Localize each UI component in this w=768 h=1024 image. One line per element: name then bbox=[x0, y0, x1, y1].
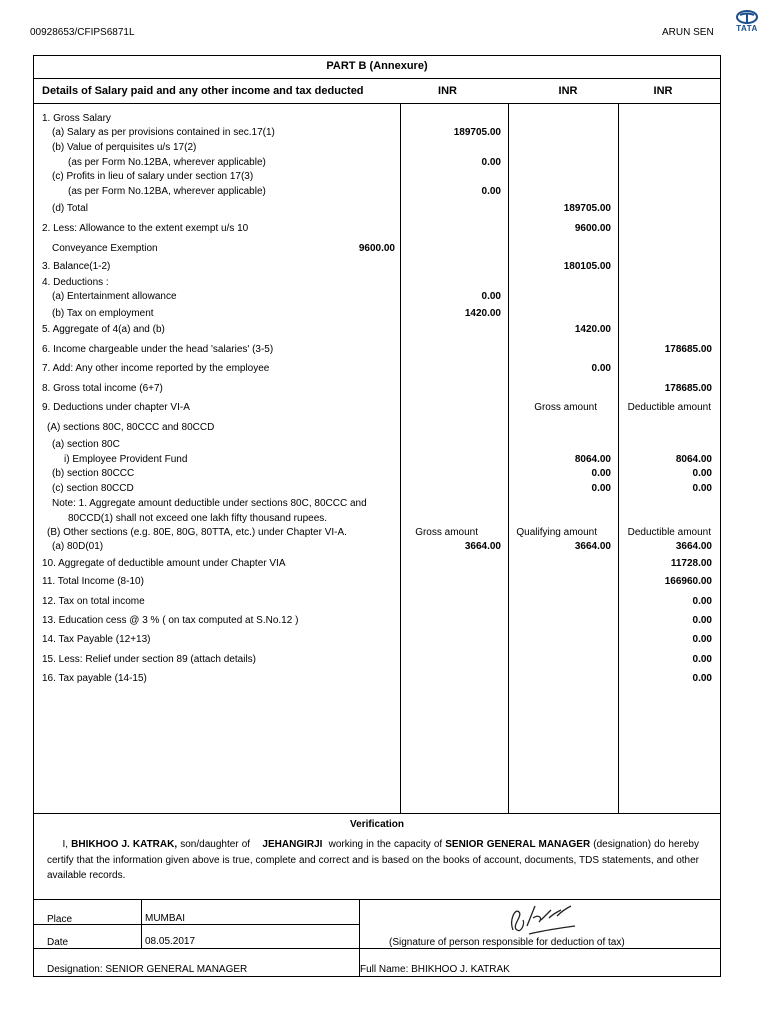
row-label: (as per Form No.12BA, wherever applicable) bbox=[68, 157, 266, 168]
row-amount: 9600.00 bbox=[574, 223, 611, 234]
row-amount: 0.00 bbox=[692, 468, 712, 479]
row-label: 80CCD(1) shall not exceed one lakh fifty thousand rupees. bbox=[68, 513, 328, 524]
row-label: Conveyance Exemption bbox=[52, 243, 158, 254]
verif-capacity: working in the capacity of bbox=[328, 839, 443, 850]
row-amount: 0.00 bbox=[692, 634, 712, 645]
row-amount: 180105.00 bbox=[563, 261, 611, 272]
part-title: PART B (Annexure) bbox=[326, 60, 428, 72]
fullname-line: Full Name: BHIKHOO J. KATRAK bbox=[360, 964, 510, 975]
row-label: (b) section 80CCC bbox=[52, 468, 135, 479]
row-amount: 1420.00 bbox=[574, 324, 611, 335]
row-label: (d) Total bbox=[52, 203, 88, 214]
signature-caption: (Signature of person responsible for deduction of tax) bbox=[389, 937, 625, 948]
row-amount: 0.00 bbox=[591, 483, 611, 494]
verif-i: I, bbox=[62, 839, 69, 850]
tata-logo-icon bbox=[733, 10, 761, 24]
row-column-caption: Deductible amount bbox=[627, 527, 711, 538]
row-label: (a) Entertainment allowance bbox=[52, 291, 177, 302]
column-header-inr-2: INR bbox=[558, 85, 578, 97]
row-amount: 0.00 bbox=[692, 596, 712, 607]
row-amount: 3664.00 bbox=[574, 541, 611, 552]
row-label: 16. Tax payable (14-15) bbox=[42, 673, 147, 684]
row-label: (a) section 80C bbox=[52, 439, 120, 450]
row-label: (a) 80D(01) bbox=[52, 541, 104, 552]
row-amount: 0.00 bbox=[591, 363, 611, 374]
verif-name: BHIKHOO J. KATRAK, bbox=[71, 839, 178, 850]
row-amount: 3664.00 bbox=[464, 541, 501, 552]
row-label: 14. Tax Payable (12+13) bbox=[42, 634, 151, 645]
row-label: 11. Total Income (8-10) bbox=[42, 576, 144, 587]
row-label: Note: 1. Aggregate amount deductible under sections 80C, 80CCC and bbox=[52, 498, 367, 509]
row-amount: 0.00 bbox=[692, 615, 712, 626]
row-amount: 0.00 bbox=[692, 483, 712, 494]
row-amount: 166960.00 bbox=[664, 576, 712, 587]
row-label: 1. Gross Salary bbox=[42, 113, 111, 124]
row-label: (b) Tax on employment bbox=[52, 308, 154, 319]
row-column-caption: Qualifying amount bbox=[516, 527, 597, 538]
row-amount: 8064.00 bbox=[574, 454, 611, 465]
place-label: Place bbox=[47, 914, 73, 925]
tata-logo bbox=[733, 10, 761, 33]
row-label: 8. Gross total income (6+7) bbox=[42, 383, 163, 394]
tata-logo-text: TATA bbox=[736, 24, 758, 33]
column-header-inr-3: INR bbox=[653, 85, 673, 97]
column-header-inr-1: INR bbox=[438, 85, 457, 97]
verif-designation: SENIOR GENERAL MANAGER bbox=[445, 839, 591, 850]
row-label: 13. Education cess @ 3 % ( on tax computed at S.No.12 ) bbox=[42, 615, 299, 626]
row-amount: 1420.00 bbox=[464, 308, 501, 319]
row-amount: 8064.00 bbox=[675, 454, 712, 465]
row-amount: 0.00 bbox=[481, 157, 501, 168]
row-amount: 178685.00 bbox=[664, 383, 712, 394]
date-label: Date bbox=[47, 937, 69, 948]
row-label: (a) Salary as per provisions contained in sec.17(1) bbox=[52, 127, 275, 138]
row-label: 7. Add: Any other income reported by the employee bbox=[42, 363, 270, 374]
row-column-caption: Gross amount bbox=[534, 402, 597, 413]
row-label: 2. Less: Allowance to the extent exempt u/s 10 bbox=[42, 223, 249, 234]
row-amount: 9600.00 bbox=[358, 243, 395, 254]
row-amount: 189705.00 bbox=[563, 203, 611, 214]
row-amount: 11728.00 bbox=[670, 558, 712, 569]
row-label: (B) Other sections (e.g. 80E, 80G, 80TTA, etc.) under Chapter VI-A. bbox=[47, 527, 347, 538]
row-amount: 0.00 bbox=[692, 673, 712, 684]
row-label: (c) section 80CCD bbox=[52, 483, 134, 494]
row-amount: 0.00 bbox=[692, 654, 712, 665]
designation-line: Designation: SENIOR GENERAL MANAGER bbox=[47, 964, 248, 975]
employee-name: ARUN SEN bbox=[662, 27, 714, 38]
verif-rest: (designation) do hereby certify that the information given above is true, complete and correct and is based on the books of account, documents, TDS statements, and other available records. bbox=[47, 839, 699, 881]
verification-title: Verification bbox=[350, 819, 404, 830]
row-label: 9. Deductions under chapter VI-A bbox=[42, 402, 190, 413]
row-label: 3. Balance(1-2) bbox=[42, 261, 111, 272]
row-label: 6. Income chargeable under the head 'salaries' (3-5) bbox=[42, 344, 274, 355]
row-amount: 189705.00 bbox=[453, 127, 501, 138]
row-label: (b) Value of perquisites u/s 17(2) bbox=[52, 142, 197, 153]
details-title: Details of Salary paid and any other income and tax deducted bbox=[42, 85, 364, 97]
signature-image bbox=[505, 900, 585, 936]
row-label: 12. Tax on total income bbox=[42, 596, 145, 607]
verif-son: son/daughter of bbox=[180, 839, 251, 850]
verif-father: JEHANGIRJI bbox=[262, 839, 323, 850]
row-column-caption: Deductible amount bbox=[627, 402, 711, 413]
row-amount: 0.00 bbox=[481, 186, 501, 197]
row-label: 15. Less: Relief under section 89 (attach details) bbox=[42, 654, 257, 665]
row-label: 4. Deductions : bbox=[42, 277, 109, 288]
row-amount: 178685.00 bbox=[664, 344, 712, 355]
verification-statement bbox=[47, 837, 699, 884]
row-label: (c) Profits in lieu of salary under section 17(3) bbox=[52, 171, 254, 182]
row-column-caption: Gross amount bbox=[415, 527, 478, 538]
row-label: (A) sections 80C, 80CCC and 80CCD bbox=[47, 422, 215, 433]
row-label: i) Employee Provident Fund bbox=[64, 454, 188, 465]
row-amount: 0.00 bbox=[591, 468, 611, 479]
row-label: (as per Form No.12BA, wherever applicable) bbox=[68, 186, 266, 197]
place-value: MUMBAI bbox=[145, 913, 185, 924]
row-label: 10. Aggregate of deductible amount under Chapter VIA bbox=[42, 558, 286, 569]
date-value: 08.05.2017 bbox=[145, 936, 196, 947]
row-amount: 0.00 bbox=[481, 291, 501, 302]
document-reference: 00928653/CFIPS6871L bbox=[30, 27, 135, 38]
row-amount: 3664.00 bbox=[675, 541, 712, 552]
row-label: 5. Aggregate of 4(a) and (b) bbox=[42, 324, 165, 335]
